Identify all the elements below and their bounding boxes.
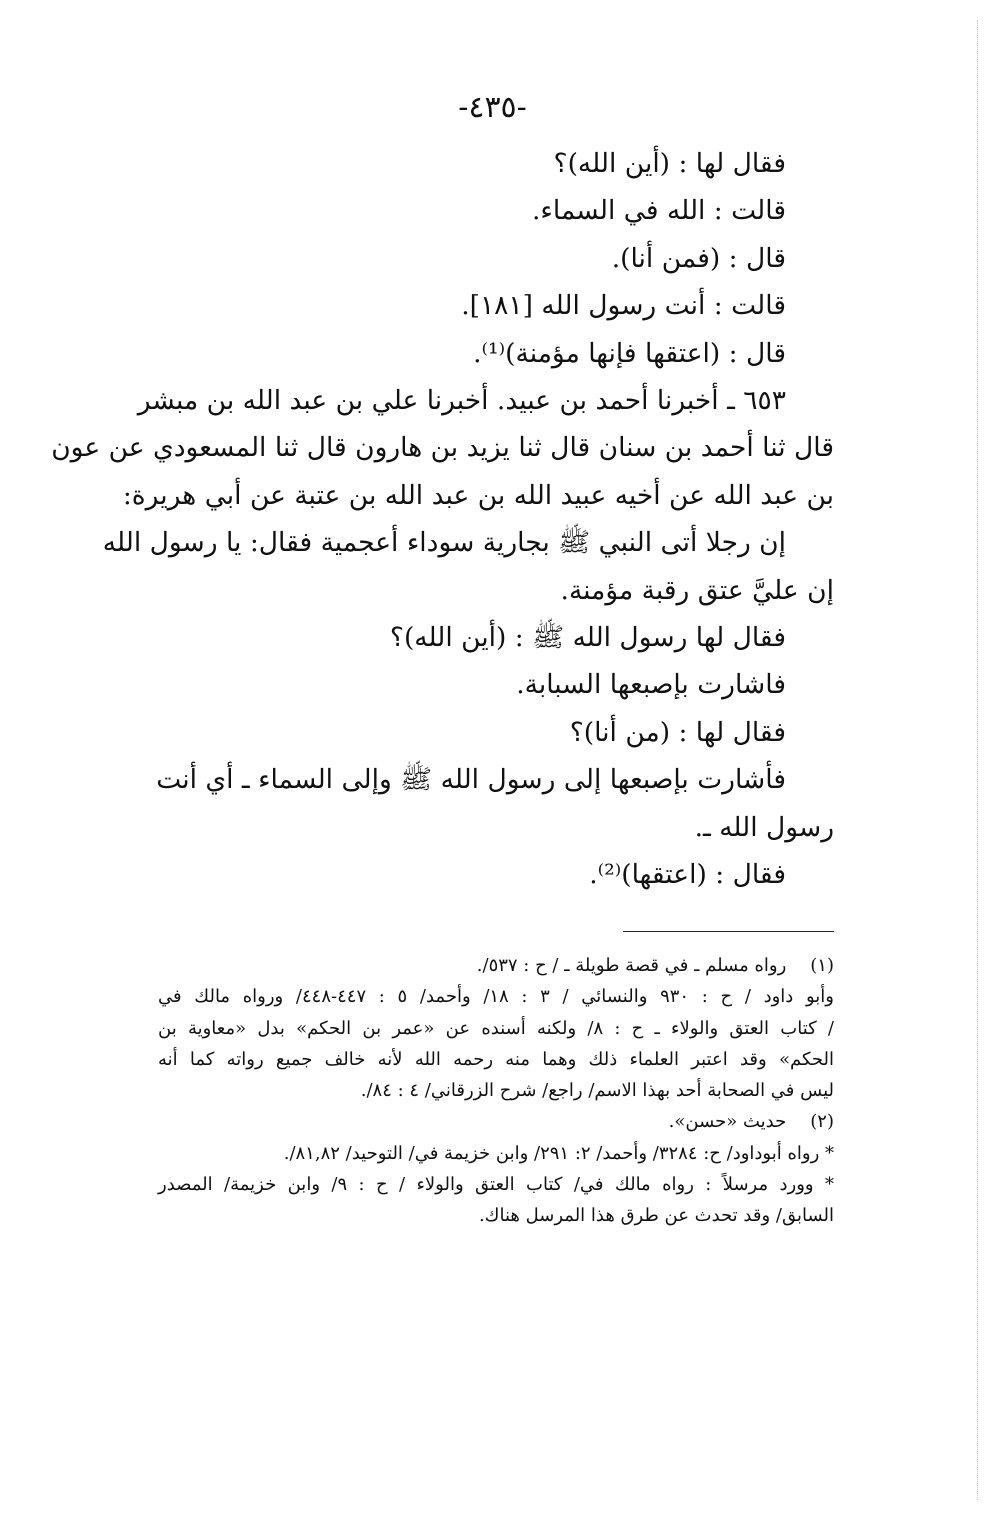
footnote-marker: (٢) bbox=[810, 1111, 834, 1133]
text-line: إن عليَّ عتق رقبة مؤمنة. bbox=[560, 574, 834, 606]
footnote-separator bbox=[623, 931, 834, 932]
text-line: فقال لها رسول الله ﷺ : (أين الله)؟ bbox=[389, 622, 786, 654]
footnote-line: * رواه أبوداود/ ح: ٣٢٨٤/ وأحمد/ ٢: ٢٩١/ وابن خزيمة في/ التوحيد/ ٨١,٨٢/. bbox=[283, 1142, 834, 1164]
footnote-line: الحكم» وقد اعتبر العلماء ذلك وهما منه رحمه الله لأنه خالف جميع رواته كما أنه bbox=[158, 1048, 834, 1070]
footnote-marker: (١) bbox=[810, 955, 834, 976]
footnote-text: رواه مسلم ـ في قصة طويلة ـ / ح : ٥٣٧/. bbox=[476, 955, 787, 976]
text-line: فقال : (اعتقها)⁽²⁾. bbox=[589, 859, 786, 891]
text-line: فقال لها : (أين الله)؟ bbox=[553, 148, 786, 179]
footnote-text: حديث «حسن». bbox=[668, 1111, 787, 1133]
text-line: إن رجلا أتى النبي ﷺ بجارية سوداء أعجمية فقال: يا رسول الله bbox=[102, 527, 786, 559]
footnotes bbox=[158, 950, 834, 1232]
footnote-line: السابق/ وقد تحدث عن طرق هذا المرسل هناك. bbox=[478, 1205, 834, 1227]
text-line: قال : (اعتقها فإنها مؤمنة)⁽¹⁾. bbox=[473, 337, 786, 369]
footnote-line: وأبو داود / ح : ٩٣٠ والنسائي / ٣ : ١٨/ وأحمد/ ٥ : ٤٤٧-٤٤٨/ ورواه مالك في bbox=[158, 986, 834, 1008]
text-line: قال ثنا أحمد بن سنان قال ثنا يزيد بن هارون قال ثنا المسعودي عن عون bbox=[51, 432, 834, 464]
footnote-line: * وورد مرسلاً : رواه مالك في/ كتاب العتق والولاء / ح : ٩/ وابن خزيمة/ المصدر bbox=[158, 1174, 834, 1196]
text-line: قال : (فمن أنا). bbox=[611, 242, 786, 274]
text-line: فأشارت بإصبعها إلى رسول الله ﷺ وإلى السماء ـ أي أنت bbox=[156, 764, 786, 796]
text-line: بن عبد الله عن أخيه عبيد الله بن عبد الله بن عتبة عن أبي هريرة: bbox=[122, 479, 834, 511]
text-line: رسول الله ـ. bbox=[694, 811, 834, 843]
scan-edge-dots bbox=[977, 20, 978, 1500]
text-line: فقال لها : (من أنا)؟ bbox=[569, 716, 786, 748]
hadith-number-line: ٦٥٣ ـ أخبرنا أحمد بن عبيد. أخبرنا علي بن عبد الله بن مبشر bbox=[137, 385, 786, 417]
page-number: -٤٣٥- bbox=[458, 90, 527, 125]
footnote-line bbox=[158, 950, 834, 981]
text-line: فاشارت بإصبعها السبابة. bbox=[516, 669, 786, 701]
text-line: قالت : الله في السماء. bbox=[532, 195, 786, 227]
footnote-line: / كتاب العتق والولاء ـ ح : ٨/ ولكنه أسنده عن «عمر بن الحكم» بدل «معاوية بن bbox=[158, 1017, 834, 1039]
main-text bbox=[51, 140, 834, 899]
footnote-line: ليس في الصحابة أحد بهذا الاسم/ راجع/ شرح الزرقاني/ ٤ : ٨٤/. bbox=[360, 1080, 834, 1102]
footnote-line bbox=[158, 1106, 834, 1137]
text-line: قالت : أنت رسول الله [١٨١]. bbox=[461, 290, 786, 322]
